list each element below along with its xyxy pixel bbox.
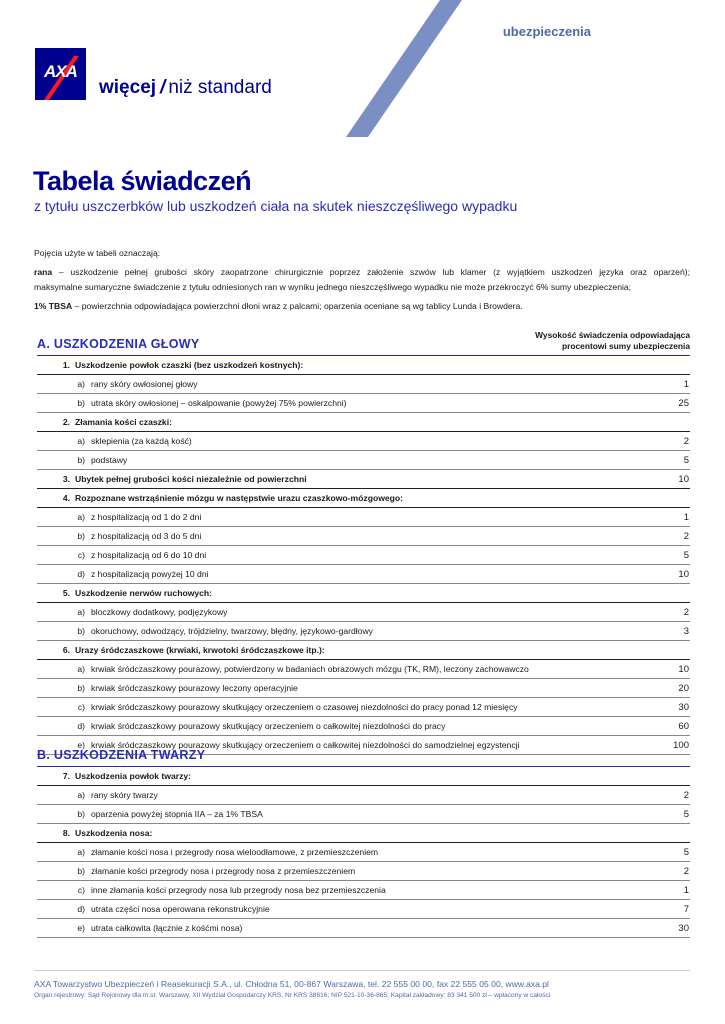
row-letter: b): [77, 531, 85, 541]
row-letter: b): [77, 626, 85, 636]
decorative-diagonal-stripe: [0, 0, 725, 140]
table-row: [37, 862, 690, 881]
tagline: [99, 77, 272, 99]
table-row: [37, 698, 690, 717]
row-letter: d): [77, 721, 85, 731]
row-label: utrata części nosa operowana rekonstrukcyjnie: [91, 904, 270, 914]
table-row: [37, 622, 690, 641]
table-row: [37, 394, 690, 413]
value-column-header-line2: procentowi sumy ubezpieczenia: [562, 341, 690, 351]
value-column-header: [535, 330, 690, 352]
definition-rana: [34, 265, 690, 280]
row-number: 2.: [62, 417, 70, 427]
row-value: 30: [678, 702, 689, 713]
row-letter: a): [77, 664, 85, 674]
row-number: 7.: [62, 771, 70, 781]
row-label: z hospitalizacją od 3 do 5 dni: [91, 531, 202, 541]
table-row: [37, 900, 690, 919]
row-letter: b): [77, 398, 85, 408]
table-group-row: [37, 824, 690, 843]
row-value: 25: [678, 398, 689, 409]
row-letter: b): [77, 683, 85, 693]
definition-tbsa-term: 1% TBSA: [34, 301, 73, 311]
row-label: Ubytek pełnej grubości kości niezależnie od powierzchni: [75, 474, 307, 484]
row-label: Złamania kości czaszki:: [75, 417, 172, 427]
table-group-row: [37, 356, 690, 375]
footer-registration-info: Organ rejestrowy: Sąd Rejonowy dla m.st. Warszawy, XII Wydział Gospodarczy KRS, Nr KRS 38616; NIP 521-10-36-865; Kapitał zakładowy: 83 341 500 zł – wpłacony w całości: [34, 992, 551, 999]
table-row: [37, 603, 690, 622]
table-row: [37, 881, 690, 900]
row-label: inne złamania kości przegrody nosa lub przegrody nosa bez przemieszczenia: [91, 885, 386, 895]
row-label: rany skóry twarzy: [91, 790, 158, 800]
tagline-bold: więcej: [99, 77, 157, 98]
section-heading-b: B. USZKODZENIA TWARZY: [37, 748, 206, 762]
definition-rana-text: – uszkodzenie pełnej grubości skóry zaopatrzone chirurgicznie poprzez założenie szwów lub klamer (z wyjątkiem uszkodzeń języka oraz oparzeń);: [52, 267, 690, 277]
row-label: okoruchowy, odwodzący, trójdzielny, twarzowy, błędny, językowo-gardłowy: [91, 626, 373, 636]
row-value: 1: [683, 512, 689, 523]
row-letter: b): [77, 809, 85, 819]
section-heading-a: A. USZKODZENIA GŁOWY: [37, 337, 200, 351]
row-label: Urazy śródczaszkowe (krwiaki, krwotoki śródczaszkowe itp.):: [75, 645, 325, 655]
table-row: [37, 679, 690, 698]
row-label: podstawy: [91, 455, 128, 465]
row-label: Uszkodzenia powłok twarzy:: [75, 771, 192, 781]
row-label: utrata skóry owłosionej – oskalpowanie (powyżej 75% powierzchni): [91, 398, 347, 408]
row-letter: a): [77, 790, 85, 800]
table-group-row: [37, 641, 690, 660]
row-label: sklepienia (za każdą kość): [91, 436, 192, 446]
row-label: oparzenia powyżej stopnia IIA – za 1% TBSA: [91, 809, 263, 819]
table-group-row: [37, 584, 690, 603]
benefits-table-a: [37, 356, 690, 755]
table-row: [37, 786, 690, 805]
footer-divider: [34, 970, 690, 971]
row-label: bloczkowy dodatkowy, podjęzykowy: [91, 607, 228, 617]
logo-text: AXA: [44, 62, 77, 81]
row-value: 1: [683, 379, 689, 390]
definitions: [34, 246, 690, 314]
row-number: 1.: [62, 360, 70, 370]
row-value: 2: [683, 436, 689, 447]
row-value: 2: [683, 790, 689, 801]
row-number: 6.: [62, 645, 70, 655]
definition-rana-term: rana: [34, 267, 53, 277]
table-row: [37, 527, 690, 546]
table-row: [37, 843, 690, 862]
row-value: 10: [678, 664, 689, 675]
table-row: [37, 805, 690, 824]
axa-logo: [35, 48, 86, 100]
tagline-slash: /: [160, 77, 166, 98]
row-letter: b): [77, 866, 85, 876]
table-row: [37, 565, 690, 584]
table-group-row: [37, 767, 690, 786]
row-value: 5: [683, 550, 689, 561]
row-label: krwiak śródczaszkowy pourazowy skutkujący orzeczeniem o czasowej niezdolności do pracy ponad 12 miesięcy: [91, 702, 518, 712]
table-row: [37, 717, 690, 736]
definition-tbsa: [34, 299, 690, 314]
row-letter: e): [77, 923, 85, 933]
table-row: [37, 451, 690, 470]
tagline-rest: niż standard: [168, 77, 272, 98]
row-number: 4.: [62, 493, 70, 503]
table-row: [37, 546, 690, 565]
table-group-row: [37, 489, 690, 508]
row-number: 5.: [62, 588, 70, 598]
table-row: [37, 919, 690, 938]
row-letter: d): [77, 569, 85, 579]
row-letter: c): [77, 702, 85, 712]
value-column-header-line1: Wysokość świadczenia odpowiadająca: [535, 330, 690, 340]
row-label: Rozpoznane wstrząśnienie mózgu w następstwie urazu czaszkowo-mózgowego:: [75, 493, 404, 503]
footer-company-info: AXA Towarzystwo Ubezpieczeń i Reasekuracji S.A., ul. Chłodna 51, 00-867 Warszawa, tel. 22 555 00 00, fax 22 555 05 00, www.axa.pl: [34, 979, 549, 989]
row-number: 8.: [62, 828, 70, 838]
row-value: 100: [673, 740, 689, 751]
table-row: [37, 432, 690, 451]
row-value: 30: [678, 923, 689, 934]
row-value: 2: [683, 866, 689, 877]
row-letter: d): [77, 904, 85, 914]
row-label: krwiak śródczaszkowy pourazowy leczony operacyjnie: [91, 683, 298, 693]
row-value: 3: [683, 626, 689, 637]
row-label: krwiak śródczaszkowy pourazowy skutkujący orzeczeniem o całkowitej niezdolności do samodzielnej egzystencji: [91, 740, 520, 750]
row-number: 3.: [62, 474, 70, 484]
row-letter: c): [77, 550, 85, 560]
row-value: 7: [683, 904, 689, 915]
table-group-row: [37, 413, 690, 432]
row-label: Uszkodzenie powłok czaszki (bez uszkodzeń kostnych):: [75, 360, 304, 370]
row-value: 10: [678, 569, 689, 580]
row-label: utrata całkowita (łącznie z kośćmi nosa): [91, 923, 243, 933]
row-label: krwiak śródczaszkowy pourazowy, potwierdzony w badaniach obrazowych mózgu (TK, RM), leczony zachowawczo: [91, 664, 529, 674]
row-value: 5: [683, 809, 689, 820]
row-label: Uszkodzenie nerwów ruchowych:: [75, 588, 213, 598]
definition-rana-line2: maksymalne sumaryczne świadczenie z tytułu odniesionych ran w wyniku jednego nieszczęśliwego wypadku nie może przekroczyć 6% sumy ubezpieczenia;: [34, 282, 632, 292]
row-value: 1: [683, 885, 689, 896]
row-letter: b): [77, 455, 85, 465]
table-row: [37, 508, 690, 527]
row-value: 2: [683, 531, 689, 542]
row-label: złamanie kości przegrody nosa i przegrody nosa z przemieszczeniem: [91, 866, 356, 876]
page-subtitle: z tytułu uszczerbków lub uszkodzeń ciała na skutek nieszczęśliwego wypadku: [34, 198, 518, 214]
row-label: z hospitalizacją od 6 do 10 dni: [91, 550, 207, 560]
row-value: 10: [678, 474, 689, 485]
table-row: [37, 660, 690, 679]
row-letter: a): [77, 436, 85, 446]
row-letter: a): [77, 847, 85, 857]
row-value: 5: [683, 455, 689, 466]
row-label: Uszkodzenia nosa:: [75, 828, 153, 838]
row-value: 60: [678, 721, 689, 732]
row-label: złamanie kości nosa i przegrody nosa wieloodłamowe, z przemieszczeniem: [91, 847, 379, 857]
row-letter: e): [77, 740, 85, 750]
row-value: 5: [683, 847, 689, 858]
row-letter: c): [77, 885, 85, 895]
row-label: krwiak śródczaszkowy pourazowy skutkujący orzeczeniem o całkowitej niezdolności do pracy: [91, 721, 446, 731]
definition-tbsa-text: – powierzchnia odpowiadająca powierzchni dłoni wraz z palcami; oparzenia oceniane są wg tablicy Lunda i Browdera.: [72, 301, 523, 311]
table-group-row: [37, 470, 690, 489]
category-label: ubezpieczenia: [502, 24, 591, 39]
benefits-table-b: [37, 767, 690, 938]
row-label: z hospitalizacją od 1 do 2 dni: [91, 512, 202, 522]
page-title: Tabela świadczeń: [33, 166, 252, 196]
row-letter: a): [77, 607, 85, 617]
row-value: 2: [683, 607, 689, 618]
row-value: 20: [678, 683, 689, 694]
row-letter: a): [77, 512, 85, 522]
table-row: [37, 375, 690, 394]
row-label: rany skóry owłosionej głowy: [91, 379, 198, 389]
definitions-heading: Pojęcia użyte w tabeli oznaczają:: [34, 248, 161, 258]
row-letter: a): [77, 379, 85, 389]
row-label: z hospitalizacją powyżej 10 dni: [91, 569, 209, 579]
